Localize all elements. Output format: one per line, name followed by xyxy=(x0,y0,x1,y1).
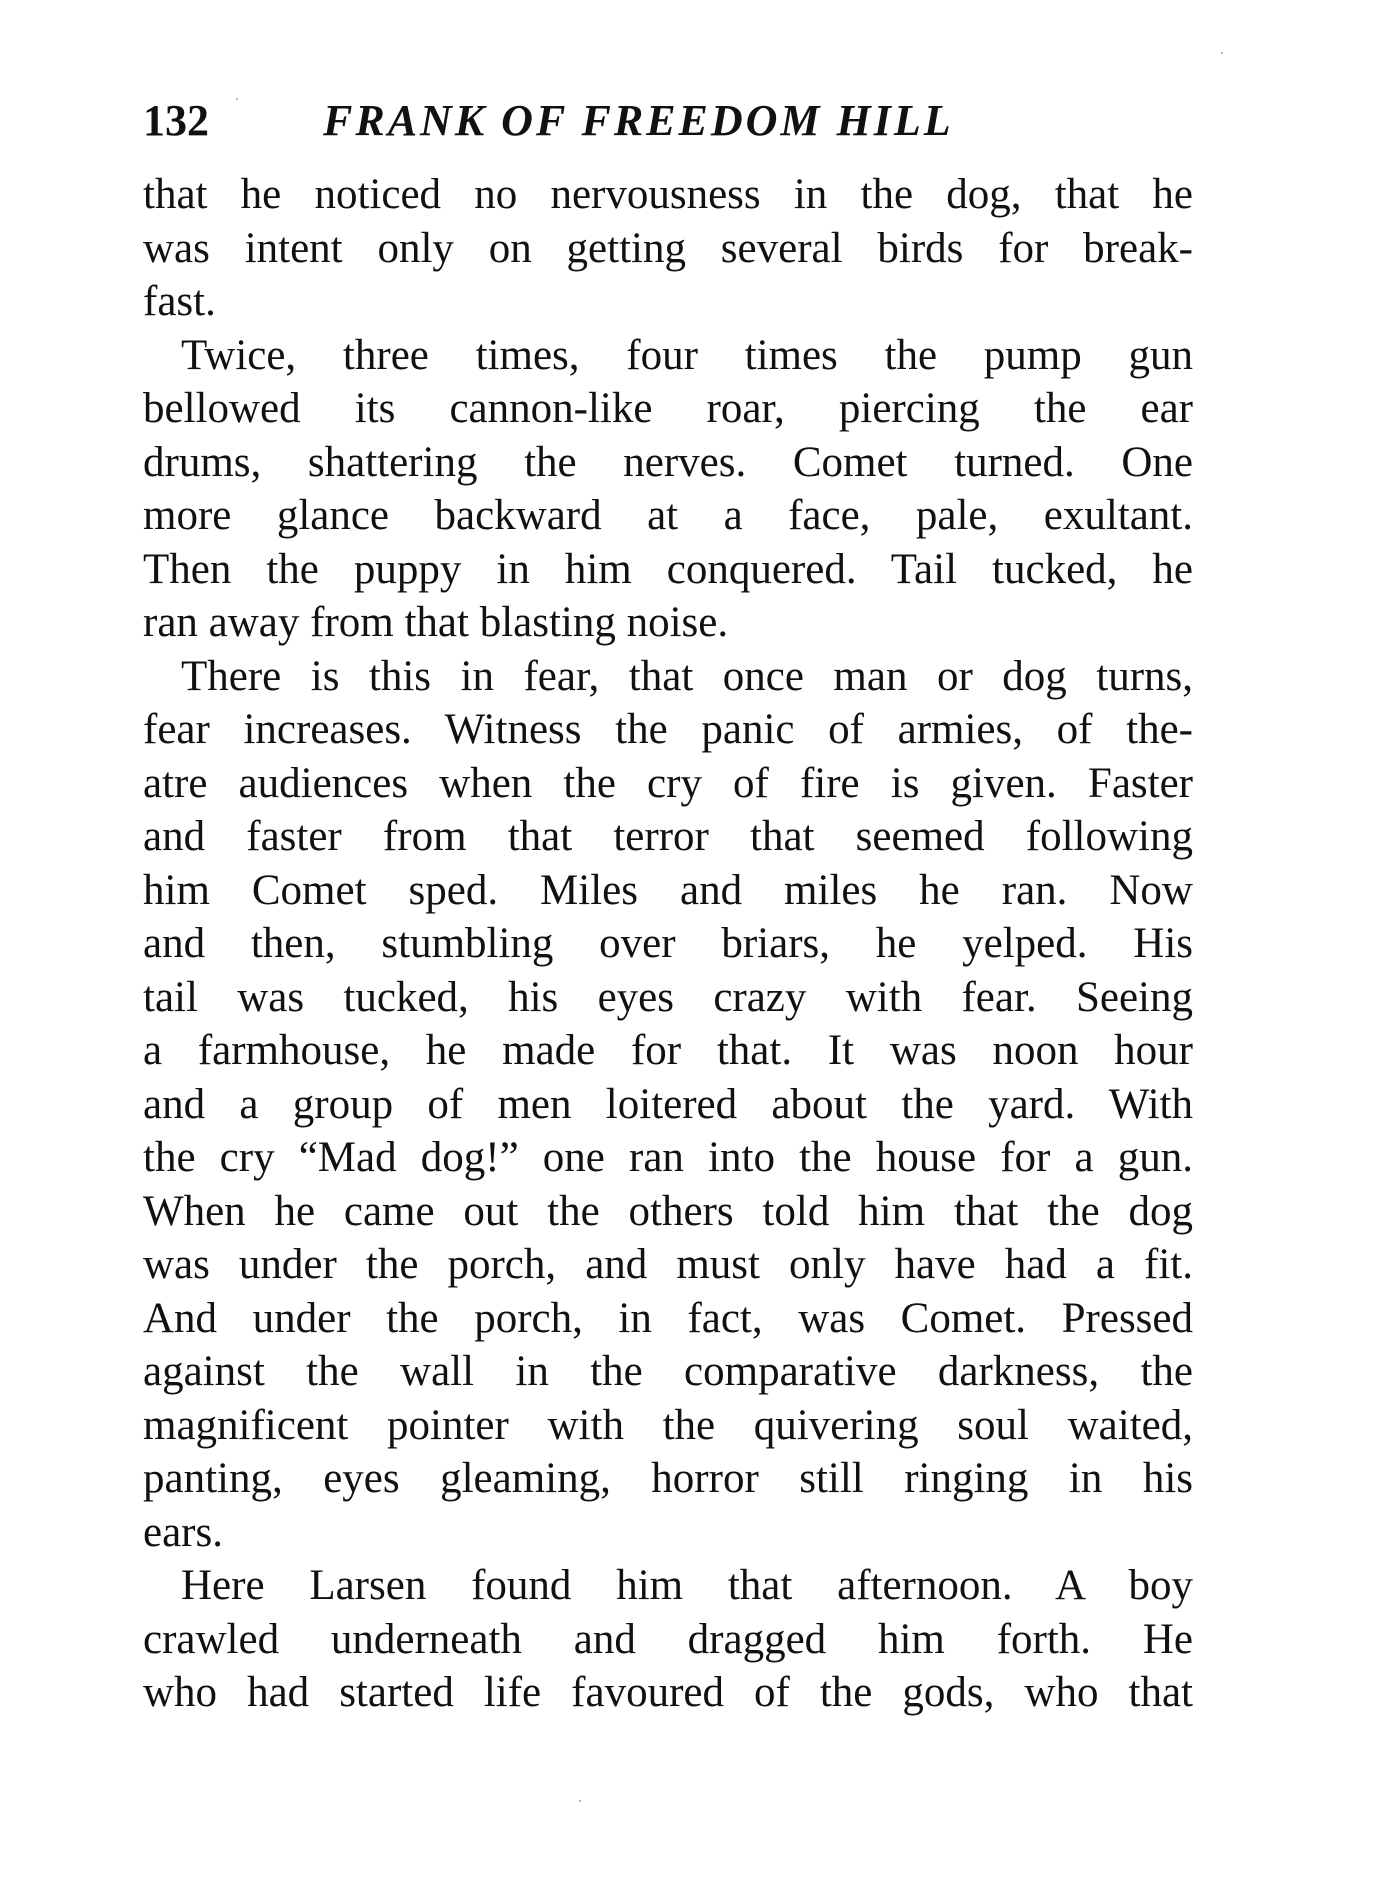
text-line: And under the porch, in fact, was Comet. Pressed xyxy=(143,1294,1193,1342)
text-line: atre audiences when the cry of fire is given. Faster xyxy=(143,759,1193,807)
text-line: Then the puppy in him conquered. Tail tucked, he xyxy=(143,545,1193,593)
scan-speck xyxy=(236,98,238,100)
text-line: panting, eyes gleaming, horror still ringing in his xyxy=(143,1455,1193,1502)
body-text xyxy=(143,168,1193,1720)
text-line: and faster from that terror that seemed following xyxy=(143,813,1193,860)
book-title: FRANK OF FREEDOM HILL xyxy=(323,96,954,145)
scan-speck xyxy=(1221,52,1223,54)
paragraph-first-line: There is this in fear, that once man or dog turns, xyxy=(181,652,1193,700)
scan-speck xyxy=(579,1800,581,1802)
text-line: and a group of men loitered about the yard. With xyxy=(143,1080,1193,1128)
text-line: that he noticed no nervousness in the dog, that he xyxy=(143,171,1193,218)
text-line: who had started life favoured of the gods, who that xyxy=(143,1669,1193,1716)
running-header xyxy=(143,88,1203,150)
text-line: ran away from that blasting noise. xyxy=(143,599,729,646)
text-line: fast. xyxy=(143,278,216,325)
text-line: tail was tucked, his eyes crazy with fear. Seeing xyxy=(143,973,1193,1021)
text-line: against the wall in the comparative darkness, the xyxy=(143,1348,1193,1395)
text-line: When he came out the others told him that the dog xyxy=(143,1187,1193,1235)
text-line: a farmhouse, he made for that. It was noon hour xyxy=(143,1027,1193,1074)
text-line: and then, stumbling over briars, he yelped. His xyxy=(143,920,1193,967)
text-line: was intent only on getting several birds for break- xyxy=(143,224,1193,272)
text-line: the cry “Mad dog!” one ran into the house for a gun. xyxy=(143,1134,1193,1181)
paragraph-first-line: Here Larsen found him that afternoon. A boy xyxy=(181,1562,1193,1609)
page-number: 132 xyxy=(143,96,209,145)
text-line: drums, shattering the nerves. Comet turned. One xyxy=(143,438,1193,486)
text-line: ears. xyxy=(143,1508,223,1556)
text-line: crawled underneath and dragged him forth. He xyxy=(143,1615,1193,1663)
text-line: fear increases. Witness the panic of armies, of the- xyxy=(143,706,1193,753)
text-line: magnificent pointer with the quivering soul waited, xyxy=(143,1401,1193,1449)
paragraph-first-line: Twice, three times, four times the pump gun xyxy=(181,331,1193,379)
text-line: more glance backward at a face, pale, exultant. xyxy=(143,492,1193,539)
text-line: him Comet sped. Miles and miles he ran. Now xyxy=(143,866,1193,914)
text-line: was under the porch, and must only have had a fit. xyxy=(143,1241,1193,1288)
text-line: bellowed its cannon-like roar, piercing the ear xyxy=(143,385,1193,432)
